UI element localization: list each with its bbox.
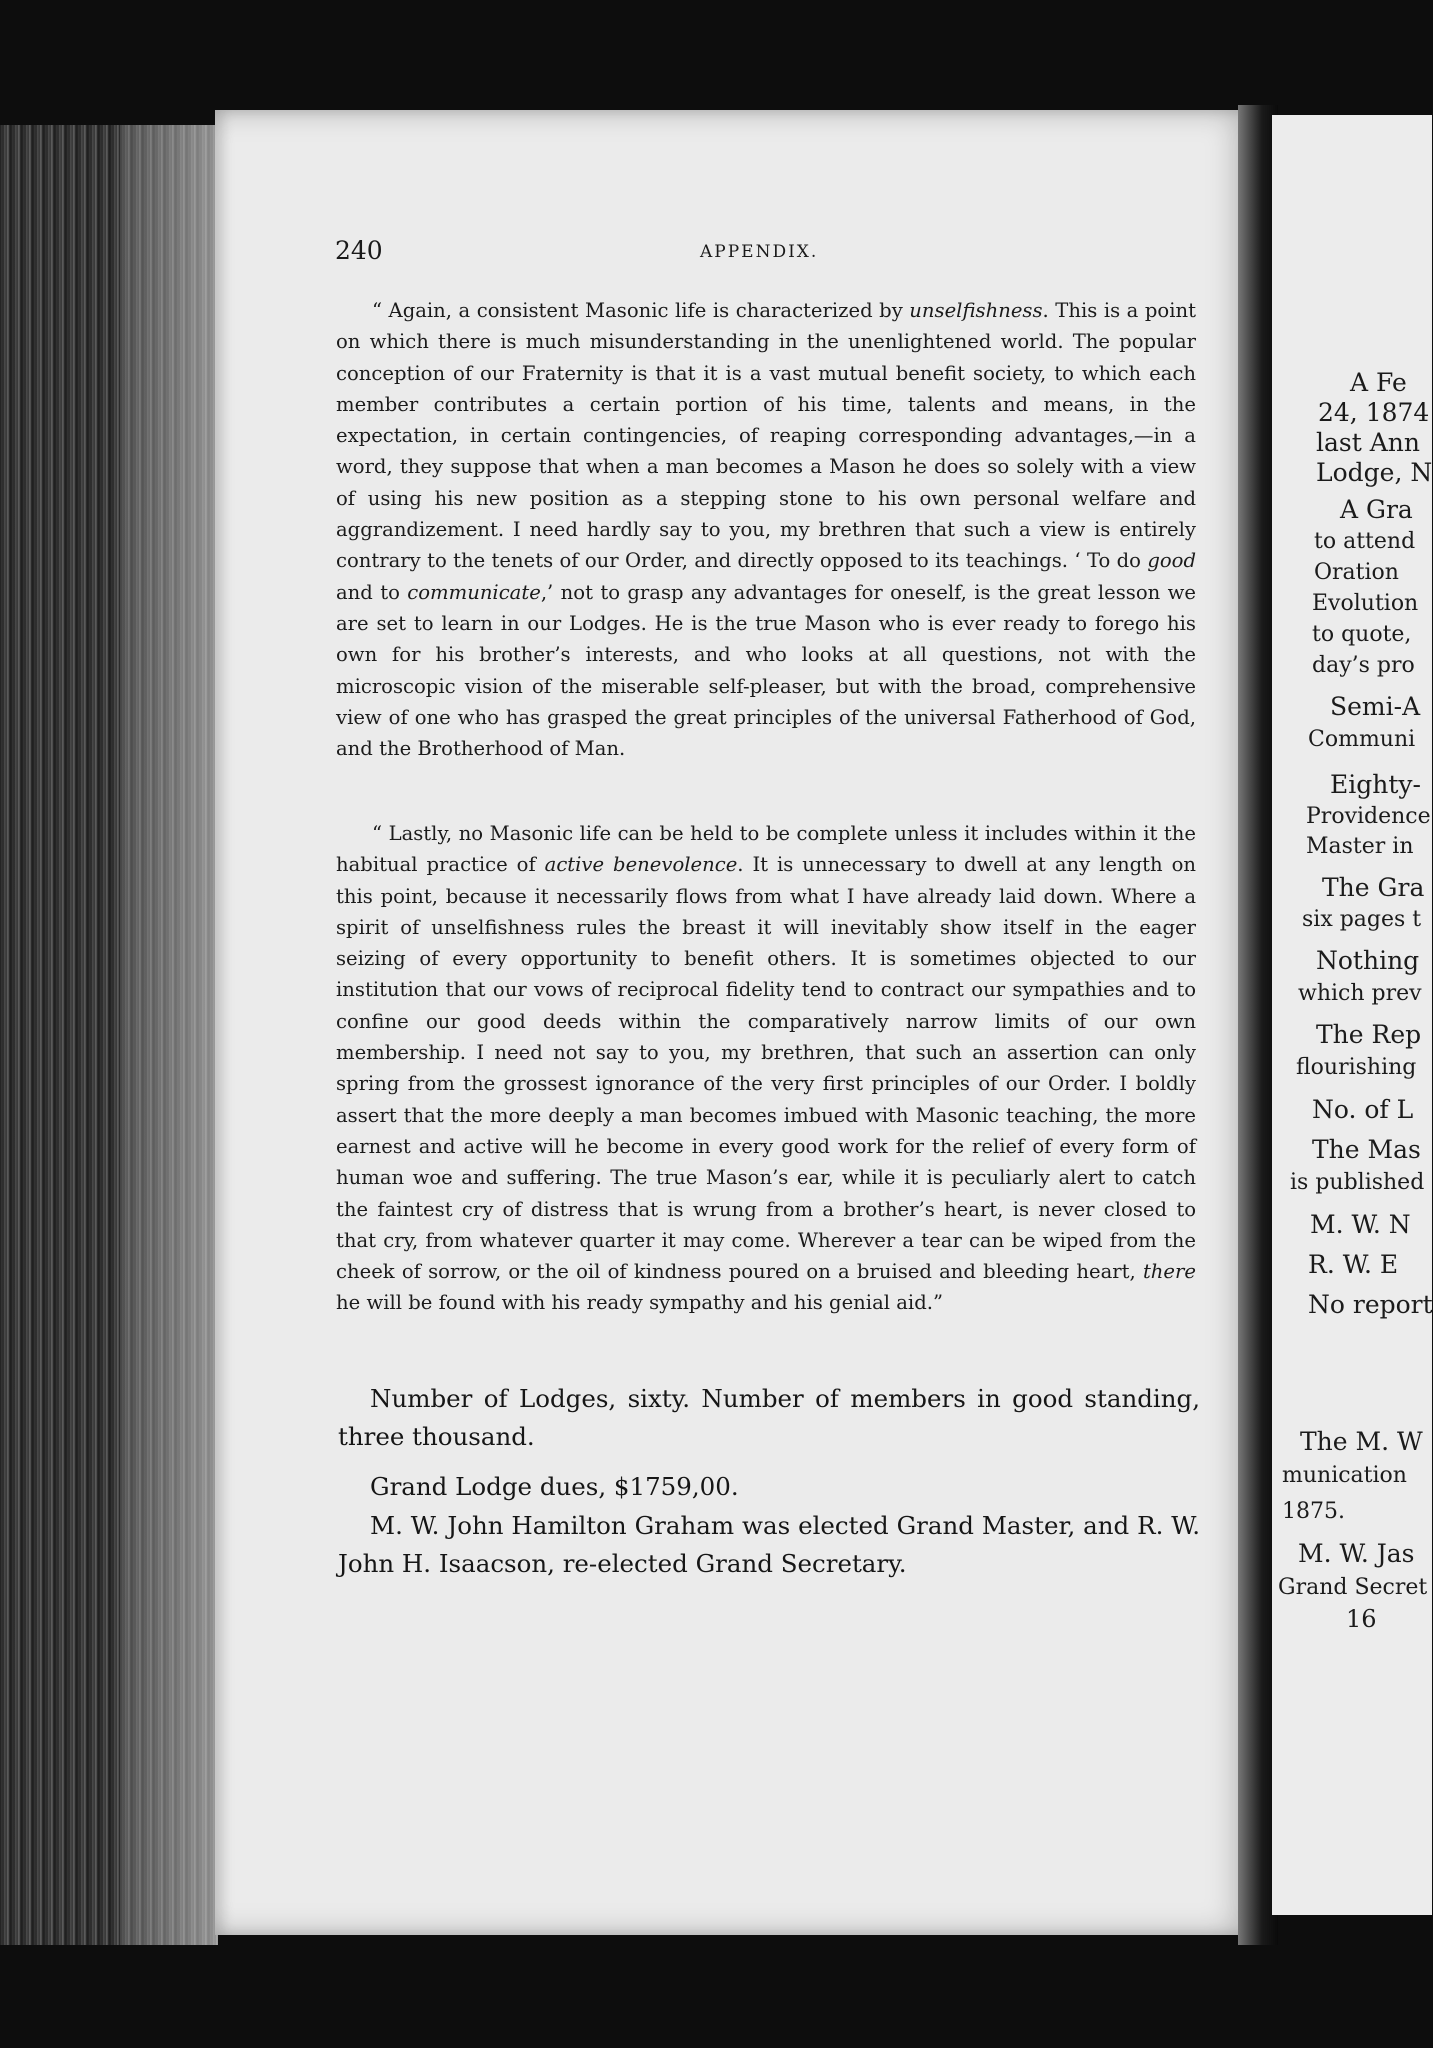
paragraph-text: he will be found with his ready sympathy and his genial aid.” [336,1291,943,1315]
next-page-line: Evolution [1312,591,1419,616]
emphasis-text: active benevolence [544,853,738,877]
next-page-line: last Ann [1316,428,1420,457]
paragraph-text: . This is a point on which there is much misunderstanding in the unenlightened world. The popular conception of our Fraternity is that it is a vast mutual benefit society, to which each member contributes a certain portion of his time, talents and means, in the expectation, in certain contingencies, of reaping corresponding advantages,—in a word, they suppose that when a man becomes a Mason he does so solely with a view of using his new position as a stepping stone to his own personal welfare and aggrandizement. I need hardly say to you, my brethren that such a view is entirely contrary to the tenets of our Order, and directly opposed to its teachings. ‘ To do [336,299,1196,573]
next-page-line: day’s pro [1312,653,1415,678]
next-page-line: flourishing [1296,1055,1417,1080]
next-page-line: Eighty- [1330,770,1421,799]
next-page-line: The Mas [1312,1135,1421,1164]
page-number: 240 [335,236,383,265]
next-page-line: M. W. N [1310,1210,1411,1239]
book-page-edges [0,125,218,1945]
paragraph-text: “ Again, a consistent Masonic life is characterized by [372,299,910,322]
body-paragraph [336,295,1196,764]
next-page-line: No report [1308,1290,1433,1319]
paragraph-text: and to [336,580,408,604]
next-page-line: six pages t [1302,907,1422,932]
emphasis-text: good [1147,549,1196,573]
next-page-line: The Rep [1316,1020,1422,1049]
next-page-line: R. W. E [1308,1250,1399,1279]
next-page-line: is published [1290,1170,1425,1195]
next-page-line: Lodge, N [1316,458,1433,487]
paragraph-text: . It is unnecessary to dwell at any length on this point, because it necessarily flows from what I have already laid down. Where a spirit of unselfishness rules the breast it will inevitably show itself in the eager seizing of every opportunity to benefit others. It is sometimes objected to our institution that our vows of reciprocal fidelity tend to contract our sympathies and to confine our good deeds within the comparatively narrow limits of our own membership. I need not say to you, my brethren, that such an assertion can only spring from the grossest ignorance of the very first principles of our Order. I boldly assert that the more deeply a man becomes imbued with Masonic teaching, the more earnest and active will he become in every good work for the relief of every form of human woe and suffering. The true Mason’s ear, while it is peculiarly alert to catch the faintest cry of distress that is wrung from a brother’s heart, is never closed to that cry, from whatever quarter it may come. Wherever a tear can be wiped from the cheek of sorrow, or the oil of kindness poured on a bruised and bleeding heart, [336,853,1196,1284]
grand-lodge-dues: Grand Lodge dues, $1759,00. [370,1472,739,1501]
next-page-line: 1875. [1282,1499,1345,1524]
next-page-line: Semi-A [1330,692,1421,721]
next-page-line: Master in [1306,834,1414,859]
next-page-line: Oration [1314,560,1399,585]
next-page-line: Providence [1306,804,1431,829]
next-page-line: Nothing [1316,946,1420,975]
running-head: APPENDIX. [700,242,819,262]
signature-mark: 16 [1346,1605,1377,1633]
next-page-line: to attend [1314,529,1416,554]
lodge-statistics: Number of Lodges, sixty. Number of members in good standing, three thousand. [338,1384,1200,1451]
next-page-line: to quote, [1312,622,1412,647]
next-page-line: A Gra [1340,495,1413,524]
next-page-line: munication [1282,1463,1407,1488]
next-page-line: A Fe [1350,368,1407,397]
emphasis-text: unselfishness [909,299,1043,322]
next-page-line: The M. W [1300,1427,1423,1456]
right-page-fragment [1272,115,1432,1915]
next-page-line: M. W. Jas [1298,1539,1415,1568]
emphasis-text: there [1142,1260,1196,1284]
officer-elections: M. W. John Hamilton Graham was elected Grand Master, and R. W. John H. Isaacson, re-elected Grand Secretary. [338,1511,1200,1578]
next-page-line: The Gra [1322,873,1425,902]
emphasis-text: communicate [407,580,541,604]
next-page-line: 24, 1874 [1318,398,1430,427]
paragraph-text: ,’ not to grasp any advantages for oneself, is the great lesson we are set to learn in our Lodges. He is the true Mason who is ever ready to forego his own for his brother’s interests, and who looks at all questions, not with the microscopic vision of the miserable self-pleaser, but with the broad, comprehensive view of one who has grasped the great principles of the universal Fatherhood of God, and the Brotherhood of Man. [336,580,1196,761]
next-page-line: Grand Secret [1278,1575,1428,1600]
body-paragraph [336,818,1196,1319]
next-page-line: No. of L [1312,1095,1414,1124]
next-page-line: Communi [1308,727,1416,752]
paragraph-text: “ Lastly, no Masonic life can be held to be complete unless it includes within it the habitual practice of [336,822,1196,877]
next-page-line: which prev [1298,981,1422,1006]
